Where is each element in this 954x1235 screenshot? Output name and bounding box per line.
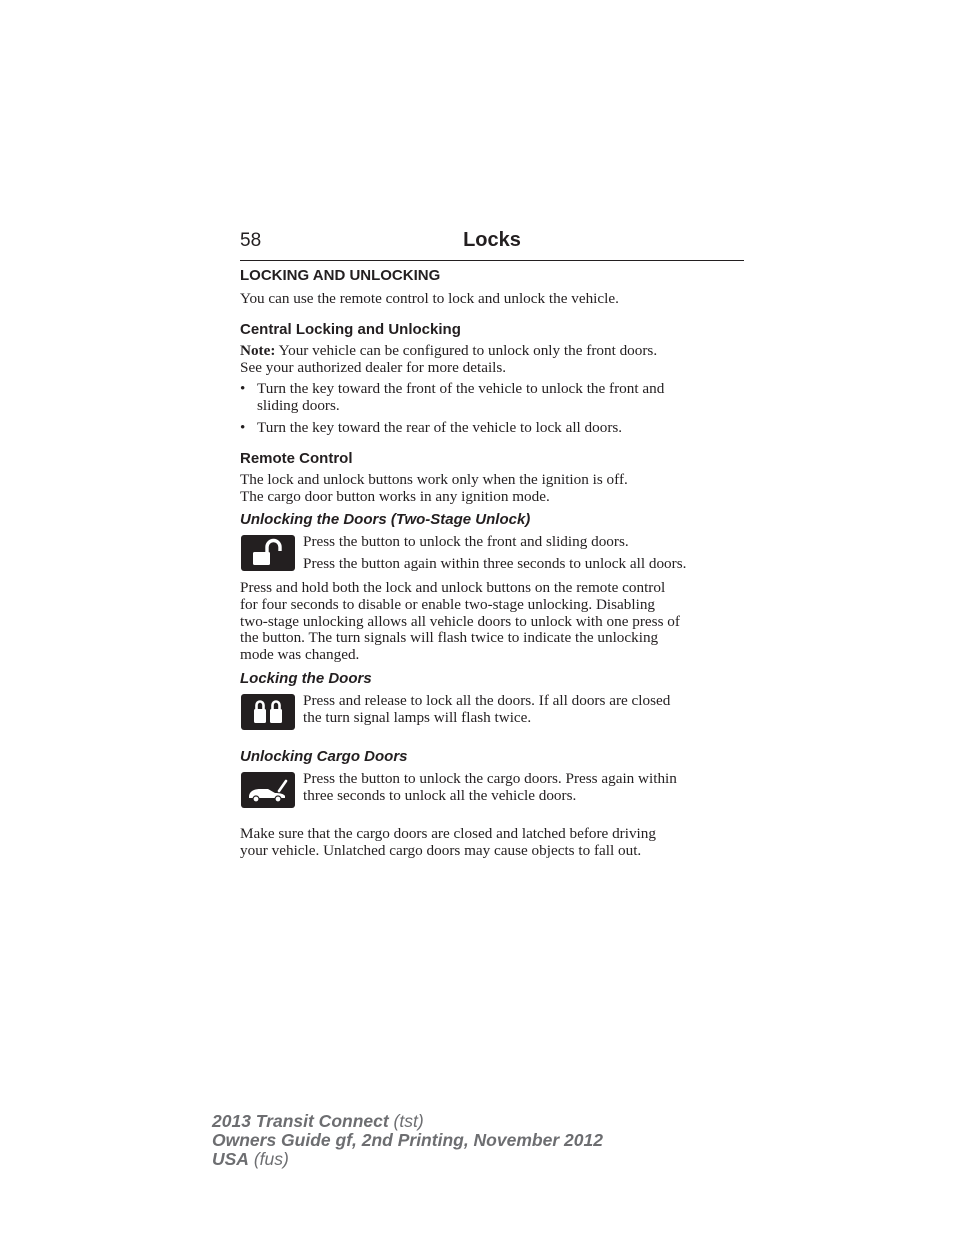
unlock-row xyxy=(240,533,745,573)
section-intro: You can use the remote control to lock and unlock the vehicle. xyxy=(240,290,619,307)
remote-text-line1: The lock and unlock buttons work only when the ignition is off. xyxy=(240,470,628,488)
page-number: 58 xyxy=(240,230,262,251)
unlocking-heading: Unlocking the Doors (Two-Stage Unlock) xyxy=(240,511,531,529)
cargo-heading: Unlocking Cargo Doors xyxy=(240,747,408,765)
footer-guide: Owners Guide gf, 2nd Printing, November 2012 xyxy=(212,1130,603,1150)
bullet-text: Turn the key toward the front of the vehicle to unlock the front and sliding doors. xyxy=(257,380,665,415)
section-title: LOCKING AND UNLOCKING xyxy=(240,267,441,284)
cargo-row xyxy=(240,770,745,814)
bullet-icon: • xyxy=(240,418,246,436)
lock-text-line2: the turn signal lamps will flash twice. xyxy=(303,708,532,726)
footer-market: USA (fus) xyxy=(212,1149,289,1169)
unlock-text-line1: Press the button to unlock the front and sliding doors. xyxy=(303,533,629,551)
cargo-text-line2: three seconds to unlock all the vehicle doors. xyxy=(303,786,577,804)
chapter-title: Locks xyxy=(463,229,521,251)
remote-text-line2: The cargo door button works in any ignition mode. xyxy=(240,487,550,505)
unlock-text-line2: Press the button again within three seconds to unlock all doors. xyxy=(303,555,687,573)
central-note xyxy=(240,343,745,360)
lock-text-line1: Press and release to lock all the doors. If all doors are closed xyxy=(303,691,671,709)
remote-control-heading: Remote Control xyxy=(240,449,353,467)
closing-paragraph: Make sure that the cargo doors are closed and latched before driving your vehicle. Unlatched cargo doors may cause objects to fall out. xyxy=(240,824,656,859)
central-note-line2: See your authorized dealer for more details. xyxy=(240,358,507,376)
locking-heading: Locking the Doors xyxy=(240,669,372,687)
bullet-text: Turn the key toward the rear of the vehicle to lock all doors. xyxy=(257,418,623,436)
lock-row xyxy=(240,692,745,734)
unlock-icon xyxy=(241,535,295,571)
cargo-door-icon xyxy=(241,772,295,808)
two-stage-paragraph: Press and hold both the lock and unlock buttons on the remote control for four seconds to disable or enable two-stage unlocking. Disabling two-stage unlocking allows all vehicle doors to unlock with one press of the button. The turn signals will flash twice to indicate the unlocking mode was changed. xyxy=(240,578,680,664)
note-label: Note: xyxy=(240,341,276,359)
lock-icon xyxy=(241,694,295,730)
central-locking-heading: Central Locking and Unlocking xyxy=(240,320,461,338)
page-content xyxy=(240,266,745,860)
cargo-text-line1: Press the button to unlock the cargo doors. Press again within xyxy=(303,769,677,787)
list-item xyxy=(240,420,745,437)
note-text: Your vehicle can be configured to unlock only the front doors. xyxy=(275,341,658,359)
bullet-icon: • xyxy=(240,380,246,398)
page-footer xyxy=(212,1112,603,1169)
footer-model: 2013 Transit Connect (tst) xyxy=(212,1111,424,1131)
page-header xyxy=(240,228,744,261)
list-item xyxy=(240,381,745,415)
